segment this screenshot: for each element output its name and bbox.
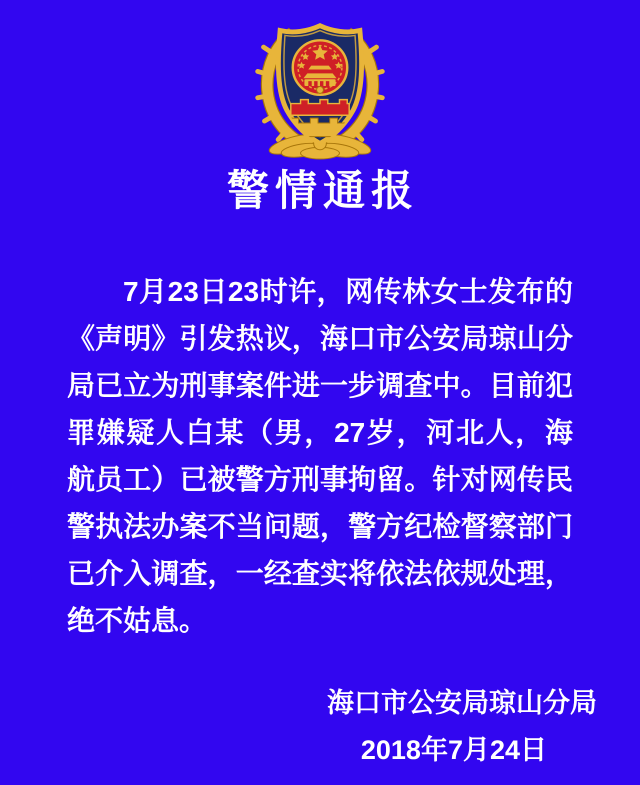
notice-footer [0,680,640,774]
police-badge-icon [251,14,389,160]
notice-title: 警情通报 [226,167,419,214]
issue-date: 2018年7月24日 [360,735,547,766]
notice-body: 7月23日23时许，网传林女士发布的《声明》引发热议，海口市公安局琼山分局已立为刑事案件进一步调查中。目前犯罪嫌疑人白某（男，27岁，河北人，海航员工）已被警方刑事拘留。针对网传民警执法办案不当问题，警方纪检督察部门已介入调查，一经查实将依法依规处理，绝不姑息。 [67,276,573,637]
issuing-agency: 海口市公安局琼山分局 [327,688,597,719]
